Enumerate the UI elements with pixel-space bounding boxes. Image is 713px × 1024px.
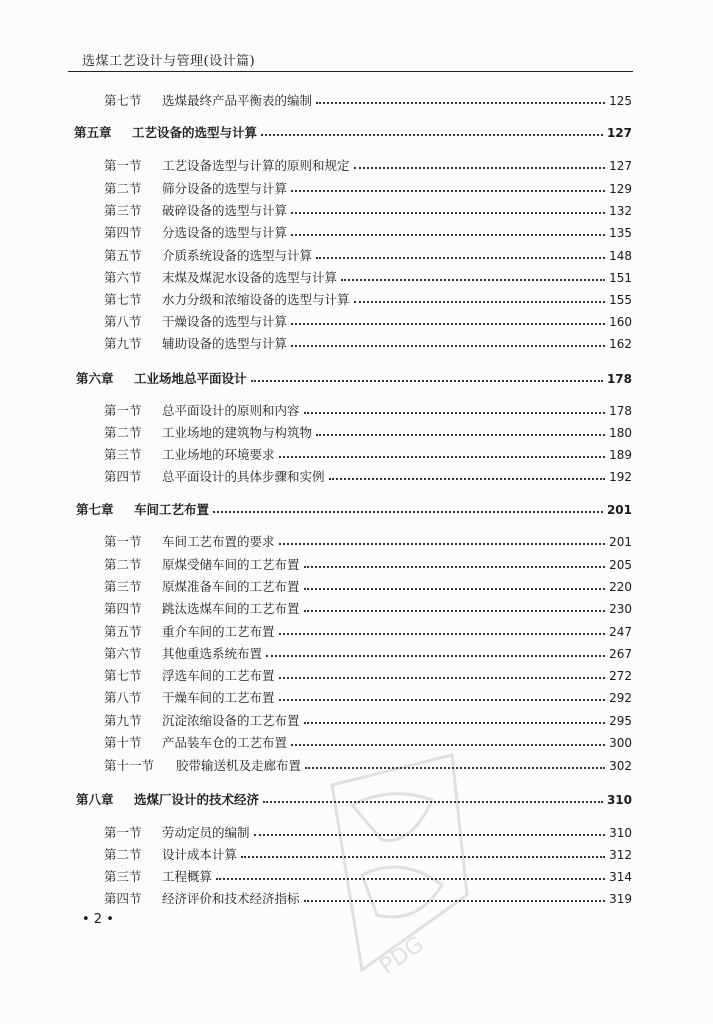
toc-leader-dots (279, 633, 606, 635)
toc-leader-dots (266, 655, 605, 657)
toc-entry-number: 第二节 (104, 425, 142, 440)
toc-chapter-row (76, 500, 632, 518)
toc-section-row (104, 845, 632, 863)
toc-entry-page: 230 (609, 602, 632, 616)
toc-leader-dots (304, 412, 606, 414)
toc-entry-title: 辅助设备的选型与计算 (162, 336, 288, 351)
toc-entry-title: 水力分级和浓缩设备的选型与计算 (162, 292, 350, 307)
toc-leader-dots (304, 610, 606, 612)
toc-section-row (104, 312, 632, 330)
toc-entry-number: 第七节 (104, 668, 142, 683)
toc-entry-page: 205 (609, 558, 632, 572)
toc-entry-page: 155 (609, 293, 632, 307)
toc-section-row (104, 577, 632, 595)
toc-section-row (104, 867, 632, 885)
toc-entry-number: 第一节 (104, 158, 142, 173)
toc-entry-page: 135 (609, 226, 632, 240)
toc-entry-title: 工业场地的建筑物与构筑物 (162, 425, 313, 440)
toc-entry-number: 第十节 (104, 735, 142, 750)
toc-entry-number: 第三节 (104, 869, 142, 884)
toc-entry-page: 192 (609, 470, 632, 484)
toc-leader-dots (291, 234, 605, 236)
toc-entry-title: 干燥设备的选型与计算 (162, 314, 288, 329)
toc-entry-page: 162 (609, 337, 632, 351)
toc-section-row (104, 467, 632, 485)
toc-entry-title: 设计成本计算 (162, 847, 238, 862)
toc-leader-dots (329, 478, 606, 480)
toc-entry-number: 第五章 (74, 125, 112, 140)
toc-section-row (104, 688, 632, 706)
toc-section-row (104, 823, 632, 841)
toc-section-row (104, 401, 632, 419)
toc-entry-page: 125 (609, 94, 632, 108)
toc-chapter-row (76, 790, 632, 808)
toc-entry-title: 工程概算 (162, 869, 213, 884)
toc-section-row (104, 555, 632, 573)
toc-entry-page: 148 (609, 249, 632, 263)
toc-entry-number: 第四节 (104, 601, 142, 616)
toc-section-row (104, 733, 632, 751)
toc-entry-number: 第三节 (104, 447, 142, 462)
toc-entry-number: 第五节 (104, 248, 142, 263)
toc-section-row (104, 666, 632, 684)
toc-section-row (104, 445, 632, 463)
toc-entry-number: 第二节 (104, 181, 142, 196)
toc-section-row (104, 711, 632, 729)
toc-entry-page: 180 (609, 426, 632, 440)
toc-section-row (104, 223, 632, 241)
toc-leader-dots (291, 345, 605, 347)
toc-entry-title: 车间工艺布置 (134, 502, 210, 517)
toc-entry-page: 295 (609, 714, 632, 728)
toc-entry-page: 267 (609, 647, 632, 661)
toc-leader-dots (354, 301, 606, 303)
toc-entry-title: 原煤受储车间的工艺布置 (162, 557, 300, 572)
toc-entry-title: 跳汰选煤车间的工艺布置 (162, 601, 300, 616)
toc-entry-page: 310 (606, 793, 632, 807)
toc-leader-dots (291, 212, 605, 214)
toc-entry-number: 第四节 (104, 469, 142, 484)
toc-leader-dots (341, 279, 605, 281)
toc-entry-title: 筛分设备的选型与计算 (162, 181, 288, 196)
toc-entry-number: 第六节 (104, 646, 142, 661)
toc-entry-title: 重介车间的工艺布置 (162, 624, 275, 639)
toc-entry-page: 178 (609, 404, 632, 418)
toc-section-row (104, 268, 632, 286)
toc-section-row (104, 889, 632, 907)
toc-entry-number: 第七节 (104, 93, 142, 108)
toc-entry-number: 第五节 (104, 624, 142, 639)
toc-leader-dots (279, 677, 606, 679)
toc-entry-page: 127 (606, 126, 632, 140)
toc-entry-page: 151 (609, 271, 632, 285)
toc-leader-dots (305, 767, 605, 769)
toc-leader-dots (316, 257, 605, 259)
toc-entry-title: 胶带输送机及走廊布置 (176, 758, 302, 773)
toc-entry-title: 劳动定员的编制 (162, 825, 250, 840)
toc-entry-number: 第三节 (104, 579, 142, 594)
toc-chapter-row (74, 123, 632, 141)
toc-entry-title: 工业场地总平面设计 (134, 371, 247, 386)
toc-section-row (104, 334, 632, 352)
toc-leader-dots (279, 456, 606, 458)
toc-entry-title: 经济评价和技术经济指标 (162, 891, 300, 906)
toc-entry-title: 工业场地的环境要求 (162, 447, 275, 462)
toc-entry-title: 总平面设计的具体步骤和实例 (162, 469, 325, 484)
toc-entry-page: 160 (609, 315, 632, 329)
toc-entry-page: 272 (609, 669, 632, 683)
toc-leader-dots (291, 323, 605, 325)
toc-leader-dots (279, 543, 606, 545)
toc-entry-page: 302 (609, 759, 632, 773)
toc-leader-dots (251, 380, 603, 382)
toc-entry-title: 原煤准备车间的工艺布置 (162, 579, 300, 594)
toc-leader-dots (304, 722, 606, 724)
toc-section-row (104, 201, 632, 219)
toc-entry-title: 选煤最终产品平衡表的编制 (162, 93, 313, 108)
toc-leader-dots (291, 190, 605, 192)
toc-section-row (104, 599, 632, 617)
toc-entry-number: 第九节 (104, 713, 142, 728)
toc-entry-number: 第六节 (104, 270, 142, 285)
toc-entry-number: 第四节 (104, 225, 142, 240)
toc-entry-page: 178 (606, 372, 632, 386)
running-header: 选煤工艺设计与管理(设计篇) (82, 54, 256, 69)
toc-entry-title: 车间工艺布置的要求 (162, 534, 275, 549)
toc-leader-dots (304, 566, 606, 568)
toc-entry-number: 第四节 (104, 891, 142, 906)
toc-section-row (104, 532, 632, 550)
toc-entry-number: 第二节 (104, 557, 142, 572)
toc-leader-dots (263, 801, 603, 803)
toc-leader-dots (213, 511, 603, 513)
toc-leader-dots (241, 856, 605, 858)
toc-entry-number: 第三节 (104, 203, 142, 218)
toc-entry-page: 189 (609, 448, 632, 462)
toc-entry-title: 工艺设备选型与计算的原则和规定 (162, 158, 350, 173)
toc-section-row (104, 156, 632, 174)
toc-entry-title: 其他重选系统布置 (162, 646, 263, 661)
toc-entry-number: 第七章 (76, 502, 114, 517)
toc-entry-title: 总平面设计的原则和内容 (162, 403, 300, 418)
toc-entry-number: 第二节 (104, 847, 142, 862)
toc-entry-number: 第一节 (104, 825, 142, 840)
page-number: • 2 • (82, 912, 114, 927)
toc-chapter-row (76, 369, 632, 387)
toc-entry-page: 201 (609, 535, 632, 549)
toc-entry-page: 220 (609, 580, 632, 594)
toc-section-row (104, 644, 632, 662)
watermark-text: PDG (375, 931, 429, 980)
toc-leader-dots (354, 167, 606, 169)
toc-entry-page: 319 (609, 892, 632, 906)
toc-entry-number: 第八节 (104, 314, 142, 329)
toc-section-row (104, 91, 632, 109)
toc-entry-page: 310 (609, 826, 632, 840)
toc-entry-title: 分选设备的选型与计算 (162, 225, 288, 240)
toc-section-row (104, 246, 632, 264)
toc-entry-title: 末煤及煤泥水设备的选型与计算 (162, 270, 338, 285)
toc-leader-dots (316, 434, 605, 436)
toc-entry-title: 沉淀浓缩设备的工艺布置 (162, 713, 300, 728)
toc-entry-page: 129 (609, 182, 632, 196)
toc-entry-number: 第八节 (104, 690, 142, 705)
toc-entry-title: 浮选车间的工艺布置 (162, 668, 275, 683)
toc-entry-title: 干燥车间的工艺布置 (162, 690, 275, 705)
toc-entry-number: 第九节 (104, 336, 142, 351)
toc-entry-title: 产品装车仓的工艺布置 (162, 735, 288, 750)
toc-leader-dots (254, 834, 606, 836)
toc-entry-title: 工艺设备的选型与计算 (132, 125, 258, 140)
toc-entry-number: 第七节 (104, 292, 142, 307)
toc-leader-dots (304, 900, 606, 902)
toc-entry-page: 312 (609, 848, 632, 862)
toc-entry-page: 132 (609, 204, 632, 218)
toc-entry-number: 第一节 (104, 403, 142, 418)
toc-section-row (104, 756, 632, 774)
toc-section-row (104, 423, 632, 441)
toc-entry-title: 破碎设备的选型与计算 (162, 203, 288, 218)
toc-leader-dots (279, 699, 606, 701)
toc-entry-page: 314 (609, 870, 632, 884)
toc-entry-page: 127 (609, 159, 632, 173)
toc-entry-title: 介质系统设备的选型与计算 (162, 248, 313, 263)
toc-entry-page: 292 (609, 691, 632, 705)
toc-leader-dots (261, 134, 603, 136)
toc-section-row (104, 290, 632, 308)
toc-entry-page: 300 (609, 736, 632, 750)
toc-entry-number: 第八章 (76, 792, 114, 807)
toc-entry-number: 第一节 (104, 534, 142, 549)
toc-entry-number: 第十一节 (104, 758, 155, 773)
toc-leader-dots (316, 102, 605, 104)
toc-leader-dots (304, 588, 606, 590)
toc-leader-dots (291, 744, 605, 746)
toc-leader-dots (216, 878, 605, 880)
toc-entry-title: 选煤厂设计的技术经济 (134, 792, 260, 807)
toc-section-row (104, 622, 632, 640)
toc-entry-number: 第六章 (76, 371, 114, 386)
toc-entry-page: 247 (609, 625, 632, 639)
toc-entry-page: 201 (606, 503, 632, 517)
toc-section-row (104, 179, 632, 197)
